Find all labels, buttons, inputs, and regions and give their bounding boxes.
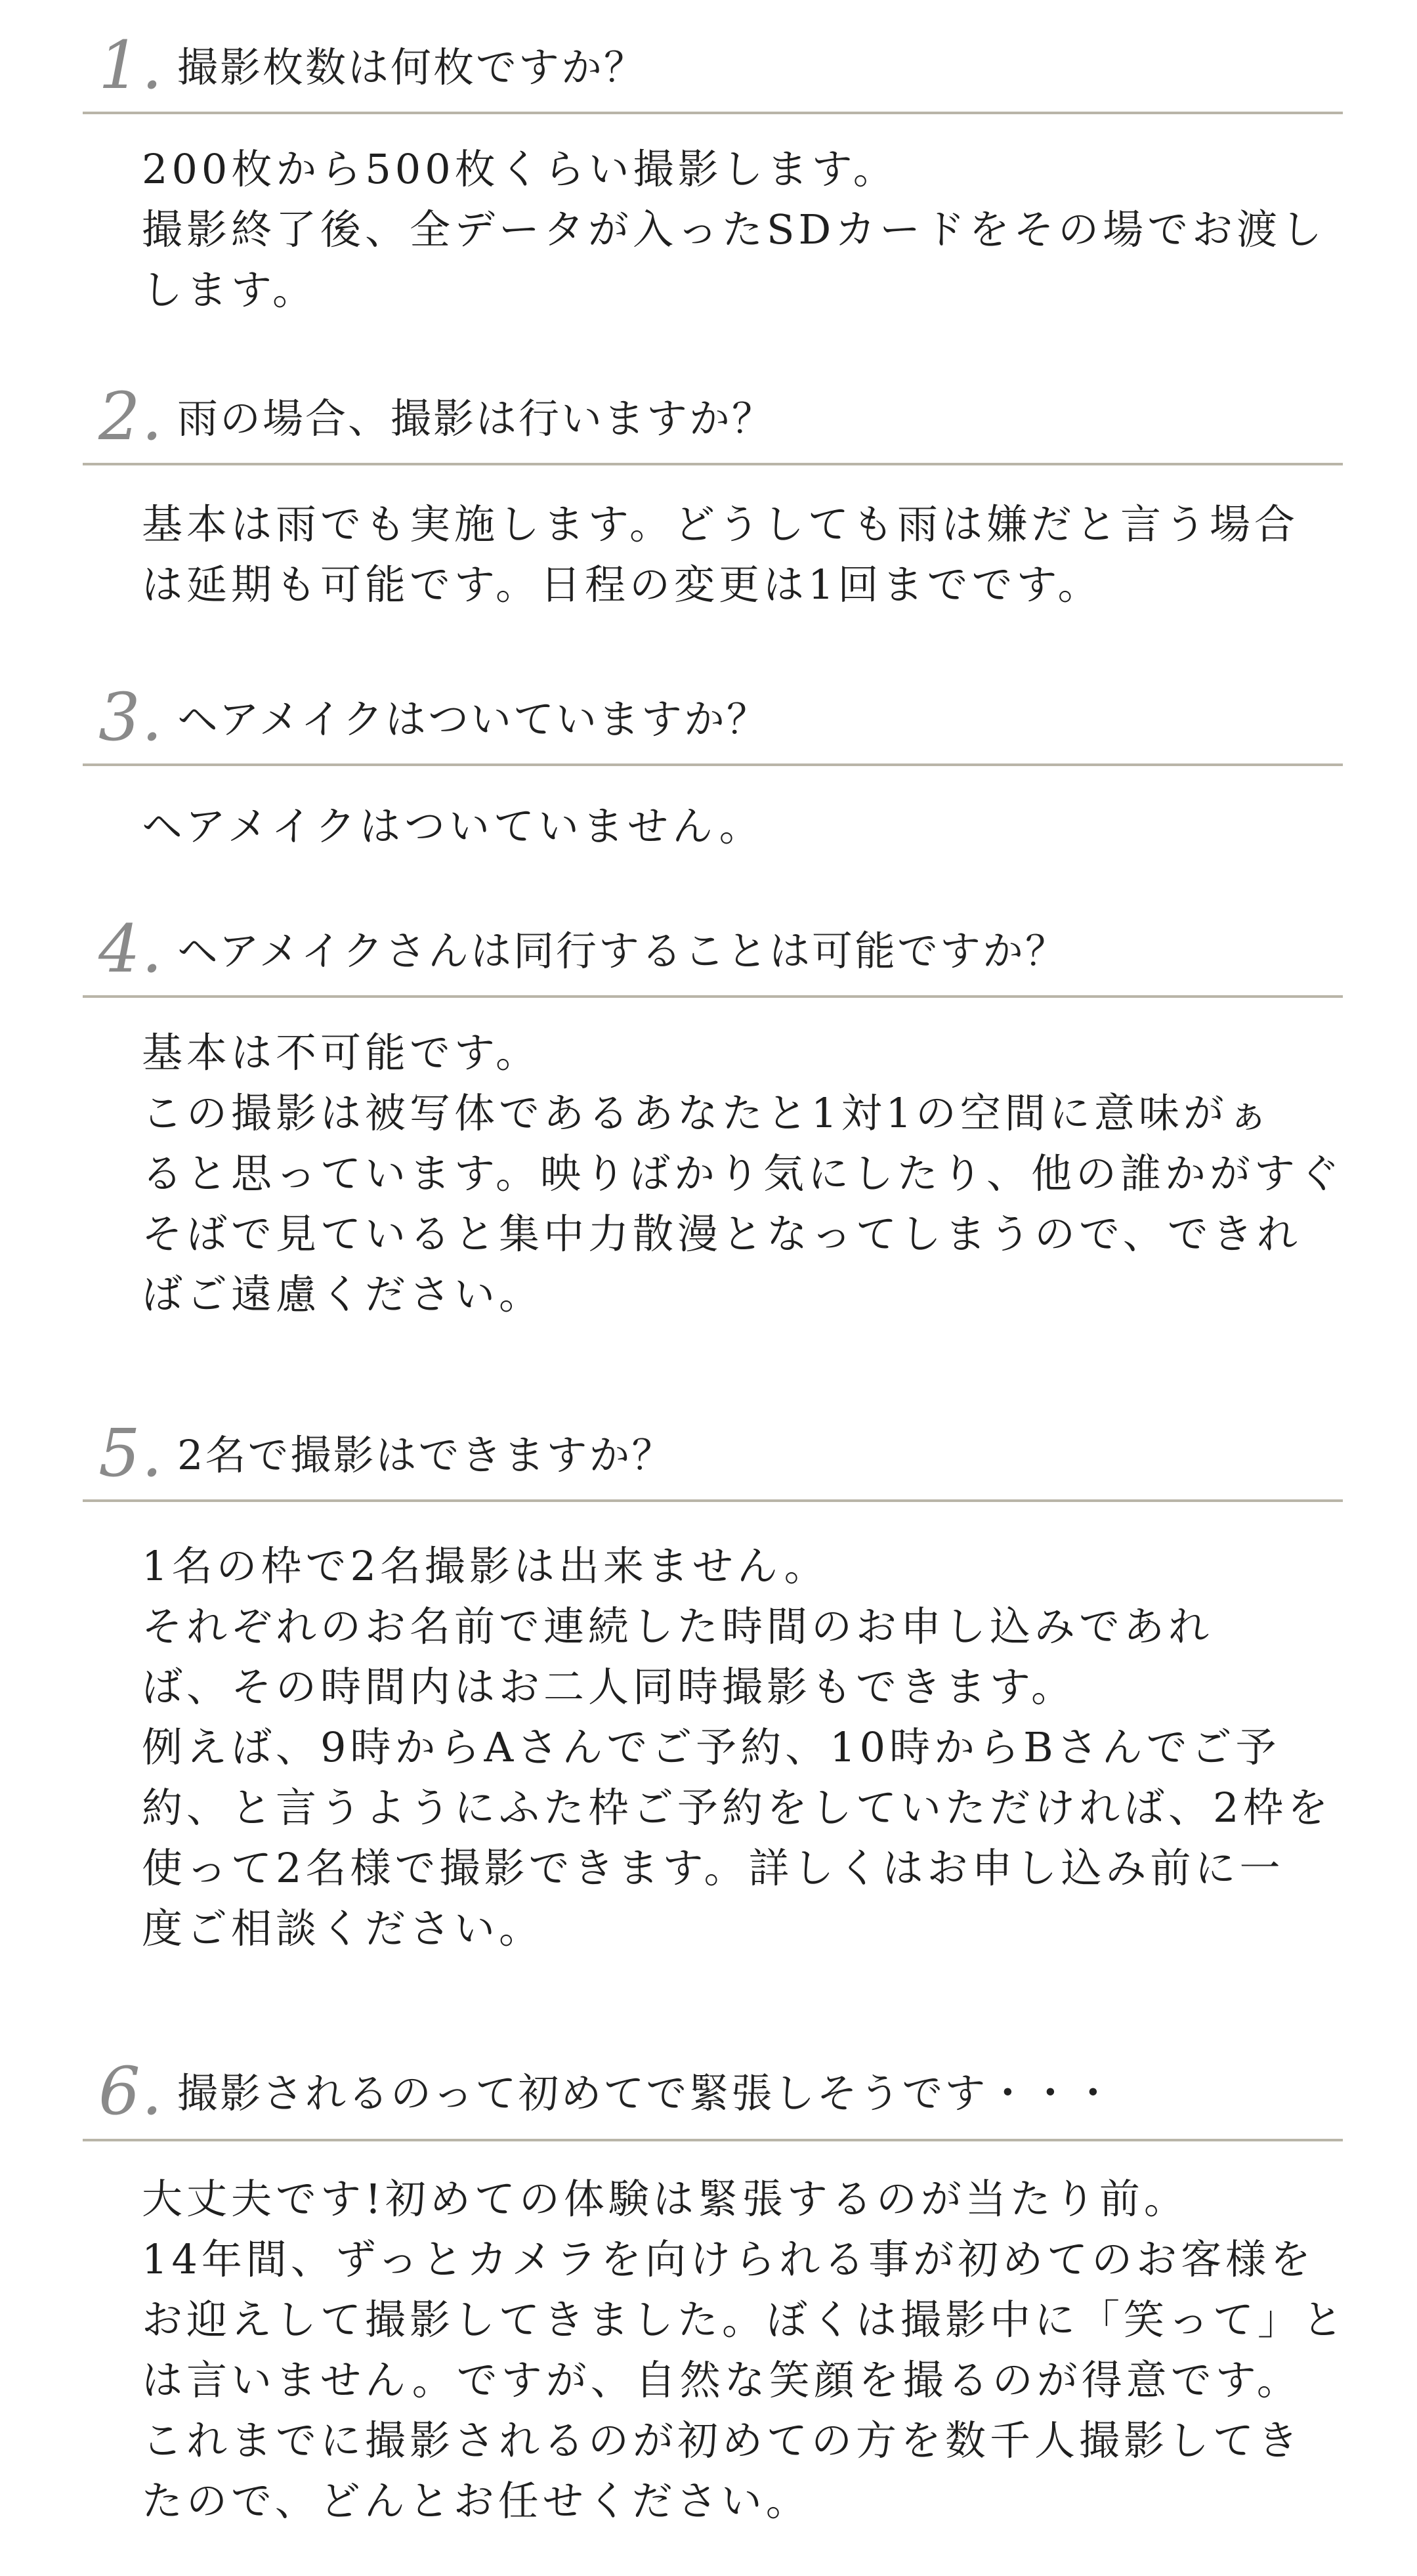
answer-line: 使って2名様で撮影できます。詳しくはお申し込み前に一 — [142, 1844, 1284, 1892]
answer-line: は延期も可能です。日程の変更は1回までです。 — [142, 561, 1103, 609]
answer-line: ヘアメイクはついていません。 — [142, 802, 764, 850]
answer-line: 例えば、9時からAさんでご予約、10時からBさんでご予 — [142, 1723, 1280, 1771]
question-row — [0, 2052, 1417, 2131]
question-row — [0, 1414, 1417, 1493]
divider — [83, 1499, 1343, 1502]
question-text: 雨の場合、撮影は行いますか？ — [177, 395, 775, 442]
divider — [83, 463, 1343, 465]
divider — [83, 112, 1343, 114]
answer — [142, 494, 1343, 615]
answer — [142, 1023, 1343, 1325]
question-row — [0, 377, 1417, 456]
question-text: ヘアメイクはついていますか？ — [177, 695, 769, 743]
question-row — [0, 678, 1417, 757]
question-row — [0, 26, 1417, 105]
answer-line: します。 — [142, 266, 318, 314]
answer-line: たので、どんとお任せください。 — [142, 2477, 811, 2525]
answer-line: 大丈夫です!初めての体験は緊張するのが当たり前。 — [142, 2175, 1189, 2223]
answer-line: 約、と言うようにふた枠ご予約をしていただければ、2枠を — [142, 1784, 1332, 1832]
answer-line: ると思っています。映りばかり気にしたり、他の誰かがすぐ — [142, 1149, 1344, 1197]
question-text: 撮影枚数は何枚ですか？ — [177, 43, 647, 91]
question-row — [0, 910, 1417, 989]
answer-line: そばで見ていると集中力散漫となってしまうので、できれ — [142, 1210, 1301, 1258]
answer — [142, 139, 1343, 320]
answer-line: は言いません。ですが、自然な笑顔を撮るのが得意です。 — [142, 2356, 1301, 2404]
question-text: ヘアメイクさんは同行することは可能ですか？ — [177, 927, 1068, 975]
divider — [83, 763, 1343, 766]
answer-line: ばご遠慮ください。 — [142, 1270, 544, 1318]
answer-line: 基本は雨でも実施します。どうしても雨は嫌だと言う場合 — [142, 500, 1300, 548]
question-number: 6. — [98, 2053, 164, 2130]
answer-line: この撮影は被写体であるあなたと1対1の空間に意味がぁ — [142, 1089, 1273, 1137]
answer — [142, 1536, 1343, 1959]
answer-line: 1名の枠で2名撮影は出来ません。 — [142, 1542, 829, 1590]
divider — [83, 995, 1343, 998]
answer-line: 200枚から500枚くらい撮影します。 — [142, 145, 898, 193]
answer — [142, 796, 1343, 857]
answer-line: 14年間、ずっとカメラを向けられる事が初めてのお客様を — [142, 2235, 1315, 2283]
question-text: 2名で撮影はできますか？ — [177, 1431, 675, 1479]
question-number: 4. — [98, 911, 164, 987]
answer-line: 度ご相談ください。 — [142, 1904, 544, 1952]
answer-line: 撮影終了後、全データが入ったSDカードをその場でお渡し — [142, 205, 1326, 253]
answer-line: お迎えして撮影してきました。ぼくは撮影中に「笑って」と — [142, 2296, 1347, 2344]
question-text: 撮影されるのって初めてで緊張しそうです・・・ — [177, 2069, 1116, 2117]
question-number: 1. — [98, 27, 164, 104]
answer-line: 基本は不可能です。 — [142, 1029, 541, 1077]
answer-line: これまでに撮影されるのが初めての方を数千人撮影してき — [142, 2416, 1303, 2464]
question-number: 3. — [98, 679, 164, 756]
divider — [83, 2139, 1343, 2141]
answer-line: それぞれのお名前で連続した時間のお申し込みであれ — [142, 1602, 1214, 1650]
answer-line: ば、その時間内はお二人同時撮影もできます。 — [142, 1663, 1076, 1711]
question-number: 2. — [98, 378, 164, 455]
question-number: 5. — [98, 1415, 164, 1492]
answer — [142, 2169, 1347, 2531]
